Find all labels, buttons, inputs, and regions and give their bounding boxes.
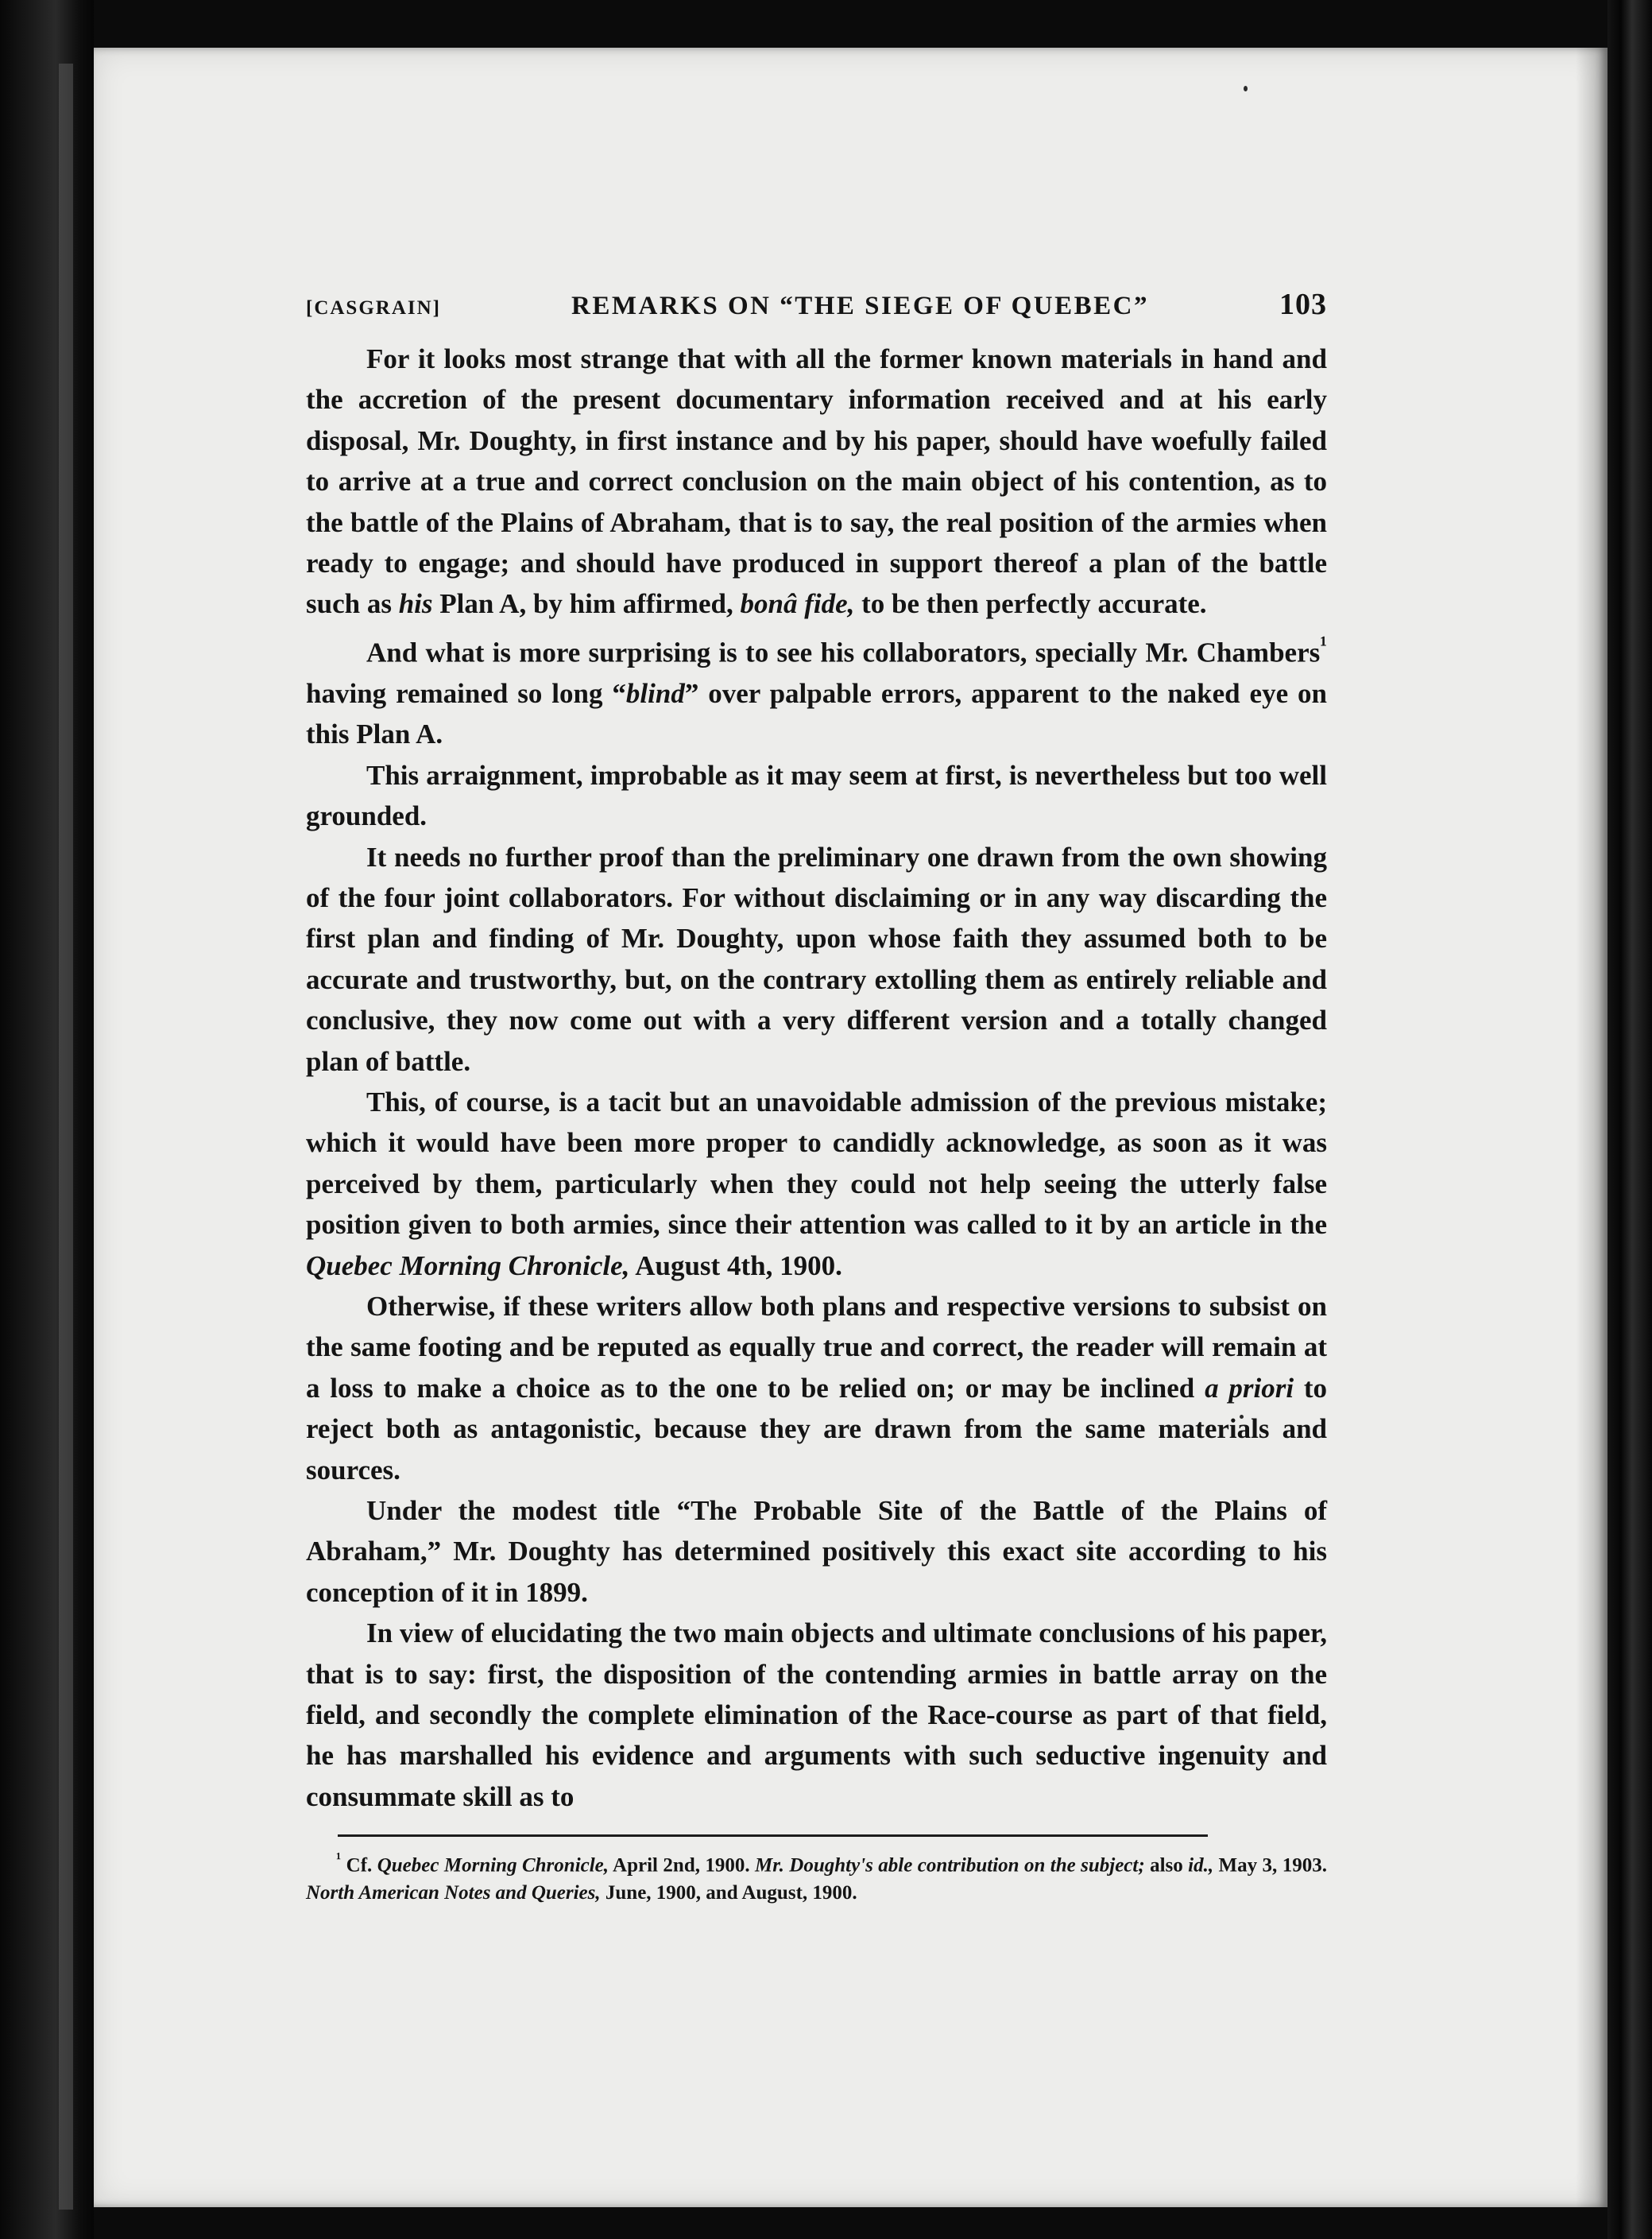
running-head	[306, 285, 1327, 332]
paragraph: For it looks most strange that with all the former known materials in hand and the accretion of the present documentary information received and at his early disposal, Mr. Doughty, in first instance and by his paper, should have woefully failed to arrive at a true and correct conclusion on the main object of his contention, as to the battle of the Plains of Abraham, that is to say, the real position of the armies when ready to engage; and should have produced in support thereof a plan of the battle such as his Plan A, by him affirmed, bonâ fide, to be then perfectly accurate.	[306, 343, 1327, 620]
scan-speck	[1244, 86, 1248, 91]
page-gutter-shade	[1576, 48, 1608, 2207]
footnote: $^{^1}$ Cf. Quebec Morning Chronicle, April 2nd, 1900. Mr. Doughty's able contribution on the subject; also id., May 3, 1903. North American Notes and Queries, June, 1900, and August, 1900.	[306, 1849, 1327, 1904]
paragraph: In view of elucidating the two main objects and ultimate conclusions of his paper, that is to say: first, the disposition of the contending armies in battle array on the field, and secondly the complete elimination of the Race-course as part of that field, he has marshalled his evidence and arguments with such seductive ingenuity and consummate skill as to	[306, 1617, 1327, 1812]
paragraph: Under the modest title “The Probable Site of the Battle of the Plains of Abraham,” Mr. Doughty has determined positively this exact site according to his conception of it in 1899.	[306, 1495, 1327, 1608]
footnote-rule	[338, 1834, 1208, 1837]
paragraph: Otherwise, if these writers allow both plans and respective versions to subsist on the same footing and be reputed as equally true and correct, the reader will remain at a loss to make a choice as to the one to be relied on; or may be inclined a priori to reject both as antagonistic, because they are drawn from the same materials and sources.	[306, 1291, 1327, 1486]
author-tag: [CASGRAIN]	[306, 297, 441, 319]
paragraph: And what is more surprising is to see his collaborators, specially Mr. Chambers$^{^1}$ having remained so long “blind” over palpable errors, apparent to the naked eye on this Plan A.	[306, 631, 1327, 750]
running-title: REMARKS ON “THE SIEGE OF QUEBEC”	[571, 292, 1149, 320]
paragraph: This arraignment, improbable as it may seem at first, is nevertheless but too well grounded.	[306, 759, 1327, 832]
text-column	[306, 285, 1327, 1907]
scan-left-edge	[0, 0, 94, 2239]
scan-left-strip	[59, 64, 73, 2210]
paragraph: This, of course, is a tacit but an unavoidable admission of the previous mistake; which it would have been more proper to candidly acknowledge, as soon as it was perceived by them, particularly when they could not help seeing the utterly false position given to both armies, since their attention was called to it by an article in the Quebec Morning Chronicle, August 4th, 1900.	[306, 1086, 1327, 1281]
footnote-ref: ¹	[1320, 631, 1327, 657]
paragraph: It needs no further proof than the preliminary one drawn from the own showing of the four joint collaborators. For without disclaiming or in any way discarding the first plan and finding of Mr. Doughty, upon whose faith they assumed both to be accurate and trustworthy, but, on the contrary extolling them as entirely reliable and conclusive, they now come out with a very different version and a totally changed plan of battle.	[306, 841, 1327, 1077]
page-number: 103	[1279, 288, 1327, 321]
scan-right-edge	[1608, 0, 1652, 2239]
